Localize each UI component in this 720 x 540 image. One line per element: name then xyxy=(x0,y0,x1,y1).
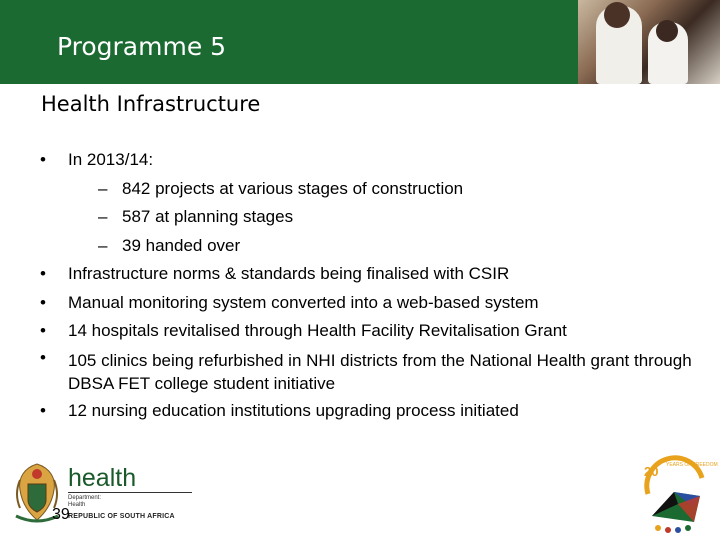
health-logo-word: health xyxy=(68,464,137,492)
bullet-item xyxy=(40,317,700,346)
dash-marker: – xyxy=(98,207,108,226)
page-number: 39 xyxy=(52,506,70,523)
freedom-emblem-icon xyxy=(638,456,718,536)
bullet-item xyxy=(40,397,700,426)
bullet-item xyxy=(40,260,700,289)
bullet-text: 105 clinics being refurbished in NHI districts from the National Health grant through DBSA FET college student initiative xyxy=(68,350,692,393)
bullet-marker: • xyxy=(40,321,46,340)
emblem-number: 20 xyxy=(644,464,659,479)
bullet-marker: • xyxy=(40,347,46,367)
bullet-list xyxy=(40,146,700,425)
slide-title: Programme 5 xyxy=(57,32,227,61)
dash-marker: – xyxy=(98,178,108,198)
sub-bullet-text: 39 handed over xyxy=(122,235,241,255)
bullet-marker: • xyxy=(40,150,46,169)
sub-bullet-list xyxy=(68,175,700,261)
bullet-marker: • xyxy=(40,400,46,420)
bullet-text: Manual monitoring system converted into a web-based system xyxy=(68,292,539,312)
logo-dept-line2: Health xyxy=(68,502,86,508)
logo-country: REPUBLIC OF SOUTH AFRICA xyxy=(68,513,175,520)
sub-bullet-item xyxy=(68,232,700,261)
bullet-item xyxy=(40,146,700,260)
sub-bullet-item xyxy=(68,203,700,232)
emblem-text: YEARS OF FREEDOM xyxy=(666,462,718,468)
bullet-text: In 2013/14: xyxy=(68,150,154,169)
photo-figure-head xyxy=(604,2,630,28)
photo-figure-child-head xyxy=(656,20,678,42)
slide-subtitle: Health Infrastructure xyxy=(41,92,261,116)
bullet-marker: • xyxy=(40,264,46,283)
logo-department xyxy=(68,495,101,509)
bullet-item xyxy=(40,289,700,318)
sub-bullet-item xyxy=(68,175,700,204)
bullet-item xyxy=(40,346,700,397)
header-photo xyxy=(578,0,720,84)
dash-marker: – xyxy=(98,235,108,255)
bullet-marker: • xyxy=(40,292,46,312)
bullet-text: Infrastructure norms & standards being finalised with CSIR xyxy=(68,264,510,283)
bullet-text: 14 hospitals revitalised through Health Facility Revitalisation Grant xyxy=(68,321,567,340)
title-banner xyxy=(0,0,720,84)
sub-bullet-text: 842 projects at various stages of construction xyxy=(122,178,464,198)
bullet-text: 12 nursing education institutions upgrading process initiated xyxy=(68,400,519,420)
logo-dept-line1: Department: xyxy=(68,495,102,501)
sub-bullet-text: 587 at planning stages xyxy=(122,207,294,226)
logo-divider xyxy=(68,492,192,493)
